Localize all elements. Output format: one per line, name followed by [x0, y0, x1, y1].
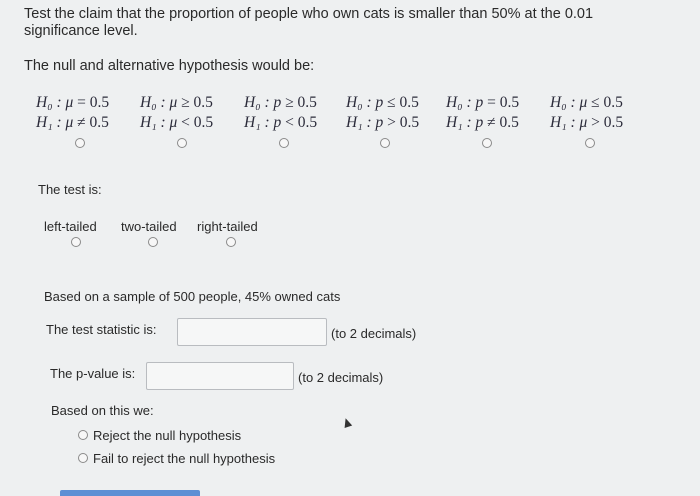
hypothesis-radio-4[interactable] [380, 138, 390, 148]
sample-text: Based on a sample of 500 people, 45% owned cats [44, 289, 341, 304]
conclusion-radio-fail[interactable] [78, 453, 88, 463]
hypothesis-radio-1[interactable] [75, 138, 85, 148]
h1-option-2: H₁ : μ < 0.5 [140, 114, 214, 131]
hypothesis-radio-6[interactable] [585, 138, 595, 148]
test-type-label-right: right-tailed [197, 219, 258, 234]
hypothesis-radio-2[interactable] [177, 138, 187, 148]
h1-option-4: H₁ : p > 0.5 [346, 114, 420, 131]
conclusion-label-fail: Fail to reject the null hypothesis [93, 451, 276, 466]
h1-option-5: H₁ : p ≠ 0.5 [446, 114, 519, 131]
conclusion-label-reject: Reject the null hypothesis [93, 428, 242, 443]
test-type-prompt: The test is: [38, 182, 102, 197]
h0-row [36, 94, 623, 112]
hypothesis-prompt: The null and alternative hypothesis would be: [24, 58, 315, 74]
hypothesis-radio-3[interactable] [279, 138, 289, 148]
h0-option-6: H₀ : μ ≤ 0.5 [550, 94, 623, 111]
mouse-cursor-icon [342, 417, 352, 428]
h1-option-3: H₁ : p < 0.5 [244, 114, 318, 131]
test-type-radio-two[interactable] [148, 237, 158, 247]
test-statistic-input[interactable] [177, 318, 327, 346]
h1-row [36, 114, 623, 132]
question-line-1: Test the claim that the proportion of people who own cats is smaller than 50% at the 0.01 [24, 6, 594, 22]
test-type-radio-right[interactable] [226, 237, 236, 247]
conclusion-prompt: Based on this we: [51, 403, 154, 418]
bottom-accent-bar [60, 490, 200, 496]
p-value-hint: (to 2 decimals) [298, 370, 384, 385]
hypothesis-radio-5[interactable] [482, 138, 492, 148]
test-statistic-label: The test statistic is: [46, 322, 157, 337]
conclusion-radio-reject[interactable] [78, 430, 88, 440]
h0-option-3: H₀ : p ≥ 0.5 [244, 94, 317, 111]
question-line-2: significance level. [24, 23, 138, 39]
h1-option-1: H₁ : μ ≠ 0.5 [36, 114, 109, 131]
p-value-label: The p-value is: [50, 366, 136, 381]
h0-option-5: H₀ : p = 0.5 [446, 94, 520, 111]
test-type-label-two: two-tailed [121, 219, 177, 234]
test-type-label-left: left-tailed [44, 219, 97, 234]
h0-option-1: H₀ : μ = 0.5 [36, 94, 110, 111]
test-type-radio-left[interactable] [71, 237, 81, 247]
h0-option-2: H₀ : μ ≥ 0.5 [140, 94, 213, 111]
h0-option-4: H₀ : p ≤ 0.5 [346, 94, 419, 111]
h1-option-6: H₁ : μ > 0.5 [550, 114, 624, 131]
p-value-input[interactable] [146, 362, 294, 390]
test-statistic-hint: (to 2 decimals) [331, 326, 417, 341]
